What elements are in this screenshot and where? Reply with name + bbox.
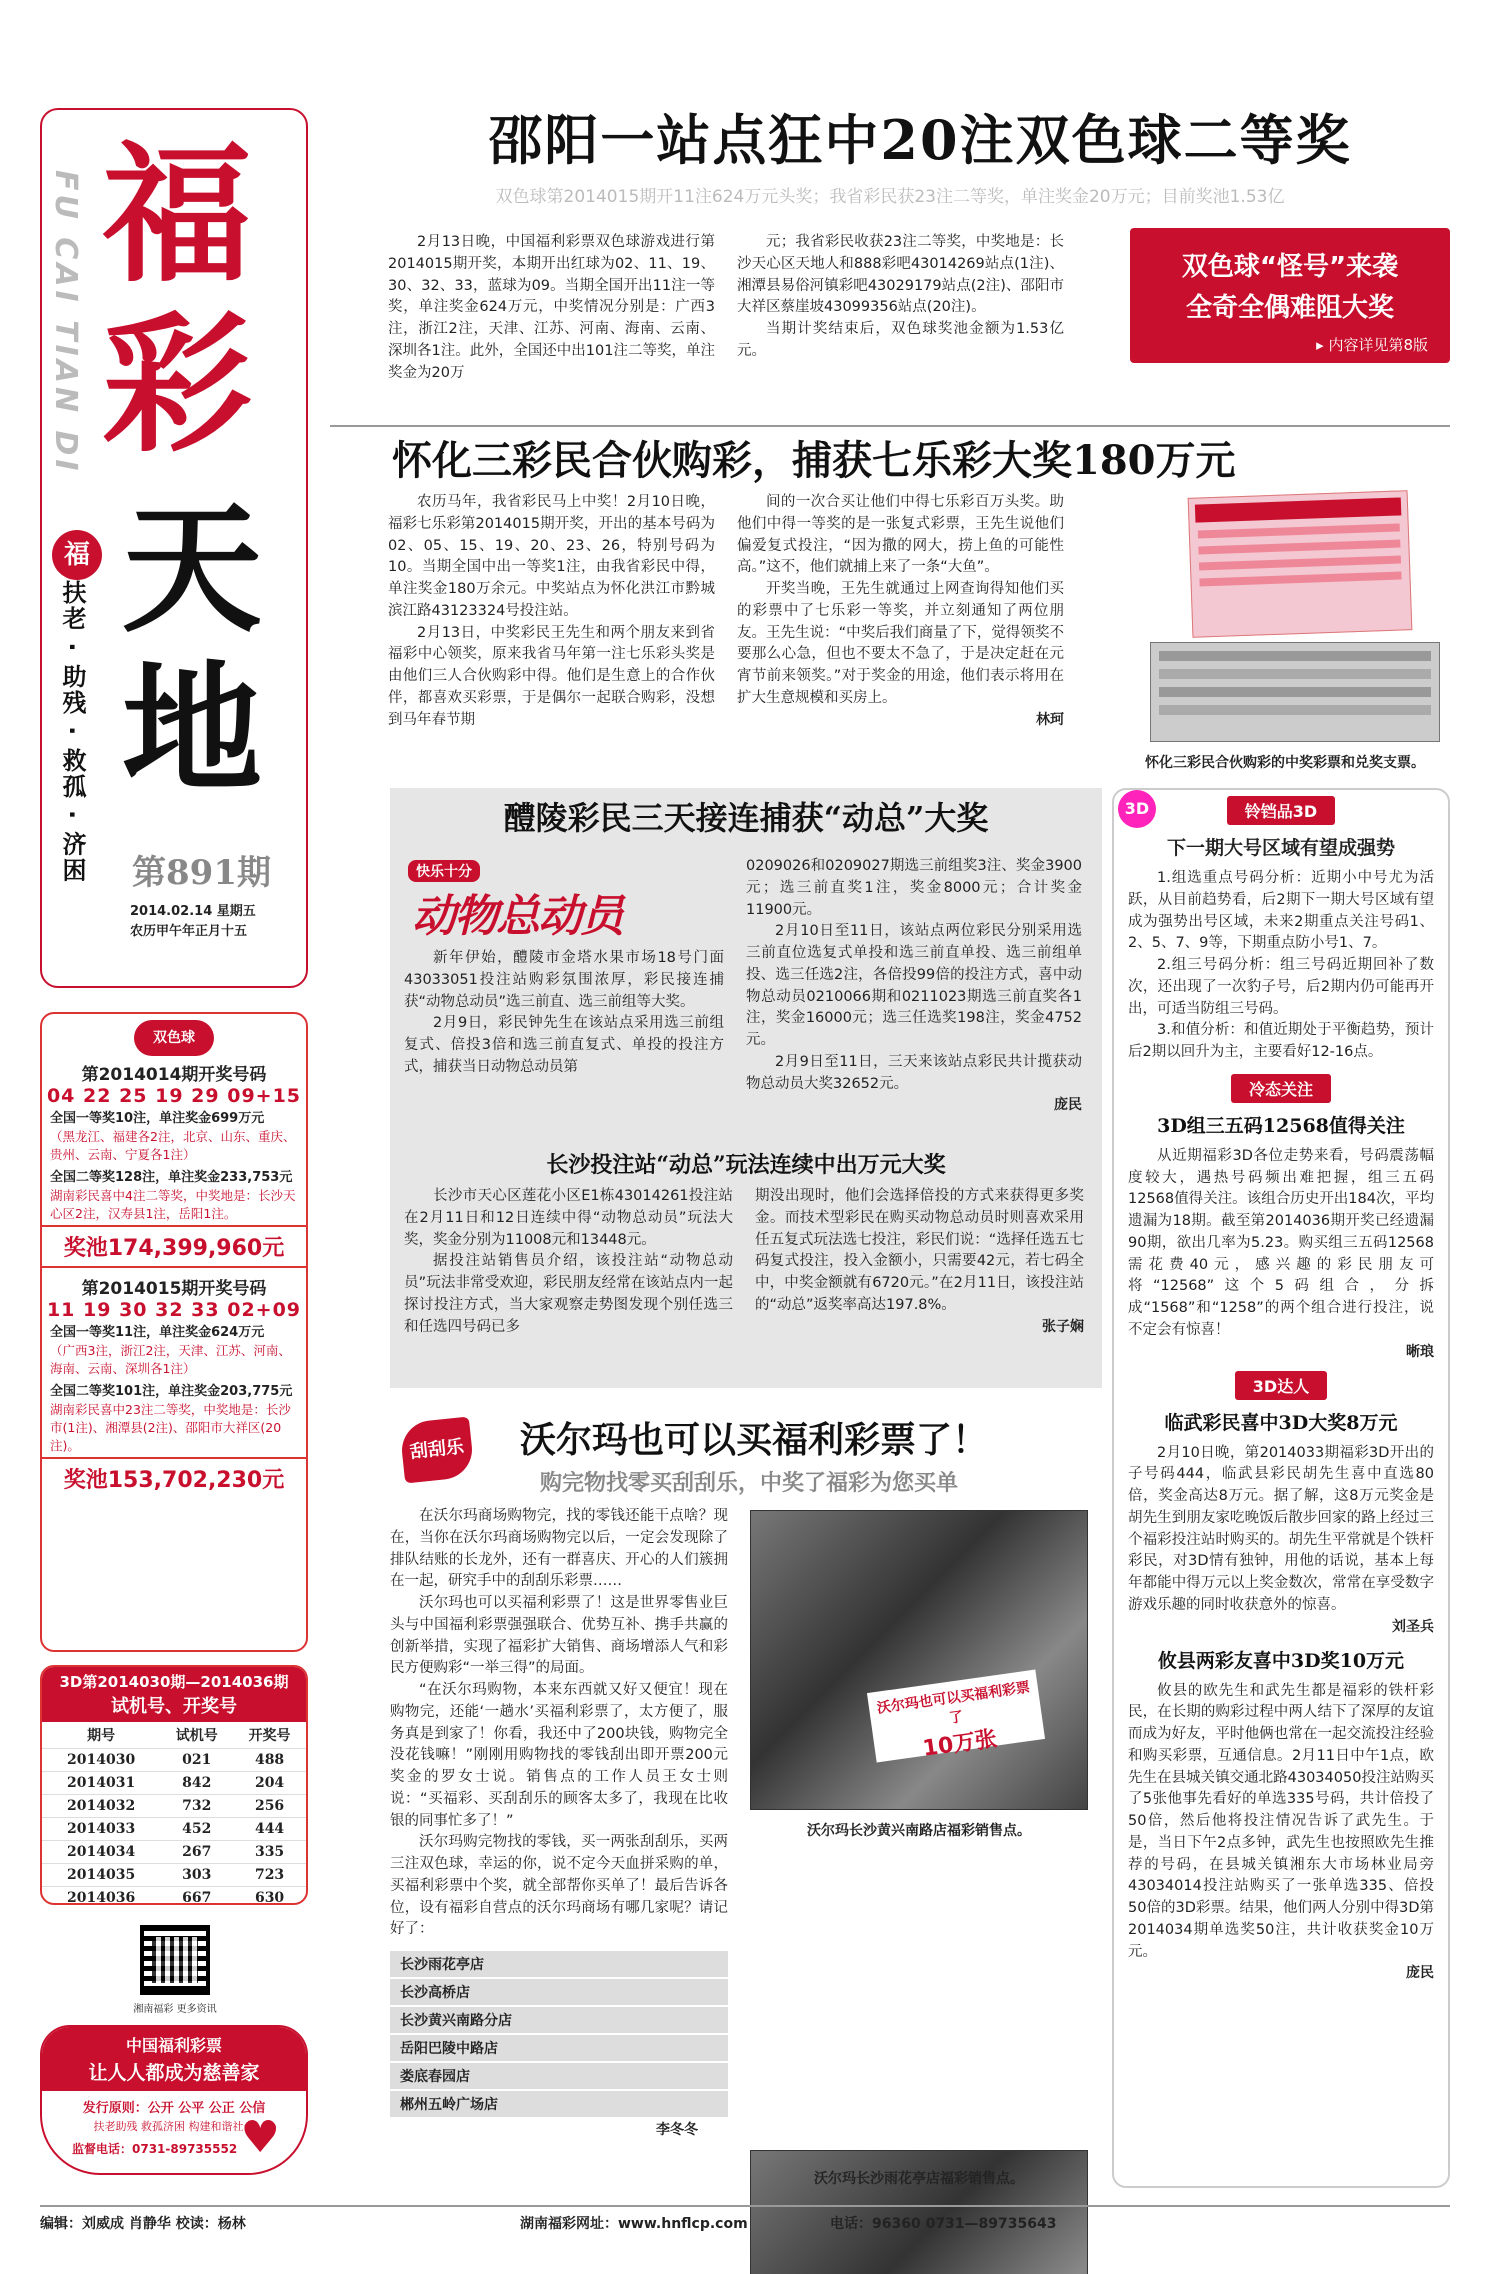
table-header: 期号 <box>42 1722 160 1749</box>
article-shuangseqiu <box>330 100 1450 425</box>
section-body: 攸县的欧先生和武先生都是福彩的铁杆彩民，在长期的购彩过程中两人结下了深厚的友谊而成为好友，平时他俩也常在一起交流投注经验和购买彩票，互通信息。2月11日中午1点，欧先生在县城关镇交通北路43034050投注站购买了5张他事先看好的单选335号码，共计倍投了50倍，然后他将投注情况告诉了武先生。于是，当日下午2点多钟，武先生也按照欧先生推荐的号码，在县城关镇湘东大市场林业局旁43034014投注站购买了一张单选335、倍投50倍的3D彩票。结果，他们两人分别中得3D第2014034期单选奖50注，共计收获奖金10万元。 庞民 <box>1128 1682 1434 1982</box>
3d-title-2: 试机号、开奖号 <box>111 1696 237 1717</box>
draw-1-pool: 奖池174,399,960元 <box>42 1225 306 1266</box>
org-motto: 扶老助残 救孤济困 构建和谐社会 <box>93 2120 255 2133</box>
org-badge <box>40 2025 308 2175</box>
section-heading: 攸县两彩友喜中3D奖10万元 <box>1157 1649 1405 1672</box>
masthead-char-2: 彩 <box>102 297 253 473</box>
draw-2-pool: 奖池153,702,230元 <box>42 1457 306 1498</box>
headline: 沃尔玛也可以买福利彩票了！ <box>520 1419 989 1461</box>
org-hotline: 监督电话：0731-89735552 <box>72 2142 238 2156</box>
article-column-2: 间的一次合买让他们中得七乐彩百万头奖。助他们中得一等奖的是一张复式彩票，王先生说他们偏爱复式投注，“因为撒的网大，捞上鱼的可能性高。”这不，他们就捕上来了一条“大鱼”。 开奖当晚，王先生就通过上网查询得知他们买的彩票中了七乐彩一等奖，并立刻通知了两位朋友。王先生说：“中奖后我们商量了下，觉得领奖不要那么心急，但也不要太不急了，于是决定赶在元宵节前来领奖。”对于奖金的用途，他们表示将用在扩大生意规模和买房上。 林珂 <box>737 492 1064 731</box>
image-caption: 沃尔玛长沙黄兴南路店福彩销售点。 <box>807 1823 1031 1839</box>
shuangseqiu-logo: 双色球 <box>134 1020 214 1056</box>
draw-results-box <box>40 1012 308 1652</box>
table-row: 2014036 667 630 <box>42 1887 306 1906</box>
draw-1-numbers: 04 22 25 19 29 09+15 <box>46 1085 302 1107</box>
3d-results-box <box>40 1665 308 1905</box>
org-name: 中国福利彩票 <box>125 2036 222 2055</box>
table-header: 试机号 <box>160 1722 233 1749</box>
article-column-2: 期没出现时，他们会选择倍投的方式来获得更多奖金。而技术型彩民在购买动物总动员时则喜欢采用任五复式玩法选七投注，彩民们说：“选择任选五七码复式投注，投入金额小，只需要42元，若七码全中，中奖金额就有6720元。”在2月11日，该投注站的“动总”返奖率高达197.8%。 张子娴 <box>755 1186 1084 1338</box>
list-item: 长沙高桥店 <box>390 1979 728 2005</box>
kuaile-logo-main: 动物总动员 <box>412 891 622 942</box>
article-body: 在沃尔玛商场购物完，找的零钱还能干点啥？现在，当你在沃尔玛商场购物完以后，一定会发现除了排队结账的长龙外，还有一群喜庆、开心的人们簇拥在一起，研究手中的刮刮乐彩票…… 沃尔玛也可以买福利彩票了！这是世界零售业巨头与中国福利彩票强强联合、优势互补、携手共赢的创新举措，实现了福彩扩大销售、商场增添人气和彩民方便购彩“一举三得”的局面。 “在沃尔玛购物，本来东西就又好又便宜！现在购物完，还能‘一趟水’买福利彩票了，太方便了，服务真是到家了！你看，我还中了200块钱，购物完全没花钱嘛！”刚刚用购物找的零钱刮出即开票200元奖金的罗女士说。销售点的工作人员王女士则说：“买福彩、买刮刮乐的顾客太多了，我现在比收银的同事忙多了！” 沃尔玛购完物找的零钱，买一两张刮刮乐，买两三注双色球，幸运的你，说不定今天血拼采购的单，买福利彩票中个奖，就全部帮你买单了！最后告诉各位，设有福彩自营点的沃尔玛商场有哪几家呢？请记好了： <box>390 1508 728 1938</box>
subheadline: 双色球第2014015期开11注624万元头奖；我省彩民获23注二等奖，单注奖金20万元；目前奖池1.53亿 <box>495 187 1285 207</box>
masthead <box>40 108 308 988</box>
subheadline: 购完物找零买刮刮乐，中奖了福彩为您买单 <box>540 1471 959 1496</box>
draw-1-first-detail: （黑龙江、福建各2注，北京、山东、重庆、贵州、云南、宁夏各1注） <box>50 1129 296 1162</box>
section-tag: 3D达人 <box>1235 1371 1327 1400</box>
3d-results-table <box>42 1722 306 1905</box>
draw-1-second-prize: 全国二等奖128注，单注奖金233,753元 <box>50 1170 293 1185</box>
article-column-1: 新年伊始，醴陵市金塔水果市场18号门面43033051投注站购彩氛围浓厚，彩民接连捕获“动物总动员”选三前直、选三前组等大奖。 2月9日，彩民钟先生在该站点采用选三前组复式、倍投3倍和选三前直复式、单投的投注方式，捕获当日动物总动员第 <box>404 950 724 1075</box>
footer-site[interactable]: 湖南福彩网址：www.hnflcp.com <box>520 2216 748 2232</box>
kuaile-logo <box>402 860 702 940</box>
article-liling <box>390 788 1102 1388</box>
table-row: 2014035 303 723 <box>42 1864 306 1887</box>
lottery-logo-icon: 福 <box>52 530 102 580</box>
headline: 怀化三彩民合伙购彩，捕获七乐彩大奖180万元 <box>392 437 1236 484</box>
3d-title-1: 3D第2014030期—2014036期 <box>59 1673 289 1691</box>
image-caption: 怀化三彩民合伙购彩的中奖彩票和兑奖支票。 <box>1145 755 1425 771</box>
footer-phone: 电话：96360 0731—89735643 <box>830 2216 1057 2232</box>
article-column-1: 长沙市天心区莲花小区E1栋43014261投注站在2月11日和12日连续中得“动物总动员”玩法大奖，奖金分别为11008元和13448元。 据投注站销售员介绍，该投注站“动物总动员”玩法非常受欢迎，彩民朋友经常在该站点内一起探讨投注方式，当大家观察走势图发现个别任选三和任选四号码已多 <box>404 1188 733 1335</box>
article-qilecai <box>330 430 1450 780</box>
masthead-char-3: 天 <box>122 488 263 652</box>
section-heading: 下一期大号区域有望成强势 <box>1166 837 1395 859</box>
issue-lunar-date: 农历甲午年正月十五 <box>130 924 248 939</box>
draw-2-second-detail: 湖南彩民喜中23注二等奖，中奖地是：长沙市(1注)、湘潭县(2注)、邵阳市大祥区(20注)。 <box>50 1402 291 1453</box>
draw-1-second-detail: 湖南彩民喜中4注二等奖，中奖地是：长沙天心区2注，汉寿县1注，岳阳1注。 <box>50 1188 296 1221</box>
list-item: 娄底春园店 <box>390 2063 728 2089</box>
list-item: 长沙雨花亭店 <box>390 1951 728 1977</box>
issue-date: 2014.02.14 星期五 <box>130 904 256 919</box>
image-caption: 沃尔玛长沙雨花亭店福彩销售点。 <box>814 2171 1024 2187</box>
footer-editors: 编辑：刘威成 肖静华 校读：杨林 <box>40 2216 246 2232</box>
masthead-char-4: 地 <box>122 648 263 812</box>
heart-icon: ♥ <box>240 2112 280 2163</box>
3d-logo-icon: 3D <box>1118 790 1156 828</box>
article-column-1: 2月13日晚，中国福利彩票双色球游戏进行第2014015期开奖，本期开出红球为02、11、19、30、32、33，蓝球为09。当期全国开出11注一等奖，单注奖金624万元，中奖情况分别是：广西3注，浙江2注，天津、江苏、河南、海南、云南、深圳各1注。此外，全国还中出101注二等奖，单注奖金为20万 <box>388 234 715 381</box>
table-row: 2014032 732 256 <box>42 1795 306 1818</box>
qr-caption: 湘南福彩 更多资讯 <box>133 2004 217 2015</box>
draw-1-title: 第2014014期开奖号码 <box>81 1065 267 1085</box>
divider <box>330 425 1450 427</box>
section-tag: 冷态关注 <box>1231 1074 1331 1103</box>
list-item: 郴州五岭广场店 <box>390 2091 728 2117</box>
guaguale-logo: 刮刮乐 <box>399 1417 475 1484</box>
table-header: 开奖号 <box>233 1722 306 1749</box>
author: 林珂 <box>1036 711 1064 728</box>
list-item: 长沙黄兴南路分店 <box>390 2007 728 2033</box>
draw-2-second-prize: 全国二等奖101注，单注奖金203,775元 <box>50 1384 293 1399</box>
lottery-ticket-image <box>1188 490 1413 638</box>
section-heading: 3D组三五码12568值得关注 <box>1157 1114 1405 1137</box>
promo-line-1: 双色球“怪号”来袭 <box>1181 252 1399 282</box>
prize-check-image <box>1150 642 1440 742</box>
issue-number: 第891期 <box>132 853 271 893</box>
promo-box[interactable] <box>1130 228 1450 363</box>
table-row: 2014031 842 204 <box>42 1772 306 1795</box>
table-row: 2014033 452 444 <box>42 1818 306 1841</box>
store-sign: 沃尔玛也可以买福利彩票了 10万张 <box>867 1670 1045 1763</box>
draw-2-first-prize: 全国一等奖11注，单注奖金624万元 <box>50 1325 265 1340</box>
store-list <box>390 1951 728 2117</box>
masthead-slogan: 扶老 · 助残 · 救孤 · 济困 <box>58 580 86 884</box>
section-body: 从近期福彩3D各位走势来看，号码震荡幅度较大，遇热号码频出难把握，组三五码12568值得关注。该组合历史开出184次，平均遗漏为18期。截至第2014036期开奖已经遗漏90期，欲出几率为5.23。购买组三五码12568需花费40元，感兴趣的彩民朋友可将“12568”这个5码组合，分拆成“1568”和“1258”的两个组合进行投注，说不定会有惊喜！ 晰琅 <box>1128 1147 1434 1360</box>
headline: 邵阳一站点狂中20注双色球二等奖 <box>488 108 1352 172</box>
footer <box>40 2205 1450 2233</box>
headline: 醴陵彩民三天接连捕获“动总”大奖 <box>503 799 989 837</box>
section-body: 1.组选重点号码分析：近期小中号尤为活跃，从目前趋势看，后2期下一期大号区域有望成为强势出号区域，未来2期重点关注号码1、2、5、7、9等，下期重点防小号1、7。 2.组三号码分析：组三号码近期回补了数次，还出现了一次豹子号，后2期内仍可能再开出，可适当防组三号码。 3.和值分析：和值近期处于平衡趋势，预计后2期以回升为主，主要看好12-16点。 <box>1128 870 1434 1060</box>
masthead-char-1: 福 <box>102 127 253 303</box>
section-body: 2月10日晚，第2014033期福彩3D开出的子号码444，临武县彩民胡先生喜中直选80倍，奖金高达8万元。据了解，这8万元奖金是胡先生到朋友家吃晚饭后散步回家的路上经过三个福彩投注站时购买的。胡先生平常就是个铁杆彩民，对3D情有独钟，用他的话说，基本上每年都能中得万元以上奖金数次，常常在享受数字游戏乐趣的同时收获意外的惊喜。 刘圣兵 <box>1128 1444 1434 1635</box>
list-item: 岳阳巴陵中路店 <box>390 2035 728 2061</box>
author: 张子娴 <box>1042 1318 1084 1335</box>
promo-line-2: 全奇全偶难阻大奖 <box>1185 293 1394 323</box>
article-column-2: 0209026和0209027期选三前组奖3注、奖金3900元；选三前直奖1注，奖金8000元；合计奖金11900元。 2月10日至11日，该站点两位彩民分别采用选三前直位选复式单投和选三前直单投、选三前组单投、选三任选2注，各倍投99倍的投注方式，喜中动物总动员0210066期和0211023期选三前直奖各1注，奖金16000元；选三任选奖198注，奖金4752元。 2月9日至11日，三天来该站点彩民共计揽获动物总动员大奖32652元。 庞民 <box>746 856 1082 1116</box>
article-walmart <box>390 1410 1102 2200</box>
section-heading: 临武彩民喜中3D大奖8万元 <box>1164 1411 1398 1434</box>
table-row: 2014030 021 488 <box>42 1749 306 1772</box>
org-slogan: 让人人都成为慈善家 <box>88 2062 260 2084</box>
article-column-2: 元；我省彩民收获23注二等奖，中奖地是：长沙天心区天地人和888彩吧43014269站点(1注)、湘潭县易俗河镇彩吧43029179站点(2注)、邵阳市大祥区蔡崖坡43099356站点(20注)。 当期计奖结束后，双色球奖池金额为1.53亿元。 <box>737 234 1064 359</box>
org-principles: 发行原则：公开 公平 公正 公信 <box>82 2101 266 2116</box>
right-sidebar <box>1112 788 1450 2188</box>
draw-1-first-prize: 全国一等奖10注，单注奖金699万元 <box>50 1111 265 1126</box>
kuaile-logo-top: 快乐十分 <box>408 860 480 882</box>
masthead-pinyin: FU CAI TIAN DI <box>48 170 83 475</box>
draw-2-title: 第2014015期开奖号码 <box>42 1266 306 1299</box>
draw-2-numbers: 11 19 30 32 33 02+09 <box>46 1299 302 1321</box>
author: 李冬冬 <box>656 2122 698 2138</box>
draw-2-first-detail: （广西3注，浙江2注，天津、江苏、河南、海南、云南、深圳各1注） <box>50 1343 291 1376</box>
author: 庞民 <box>1054 1097 1082 1114</box>
section-tag: 铃铛品3D <box>1227 796 1335 825</box>
promo-link[interactable]: ▸ 内容详见第8版 <box>1316 336 1428 354</box>
qr-code[interactable] <box>140 1925 210 1995</box>
table-row: 2014034 267 335 <box>42 1841 306 1864</box>
article-column-1: 农历马年，我省彩民马上中奖！2月10日晚，福彩七乐彩第2014015期开奖，开出的基本号码为02、05、15、19、20、23、26，特别号码为10。当期全国中出一等奖1注，由我省彩民中得，单注奖金180万余元。中奖站点为怀化洪江市黔城滨江路43123324号投注站。 2月13日，中奖彩民王先生和两个朋友来到省福彩中心领奖，原来我省马年第一注七乐彩头奖是由他们三人合伙购彩中得。他们是生意上的合作伙伴，都喜欢买彩票，于是偶尔一起联合购彩，没想到马年春节期 <box>388 494 715 728</box>
sub-headline: 长沙投注站“动总”玩法连续中出万元大奖 <box>546 1152 946 1178</box>
photo-huangxing-store <box>750 1510 1088 1810</box>
